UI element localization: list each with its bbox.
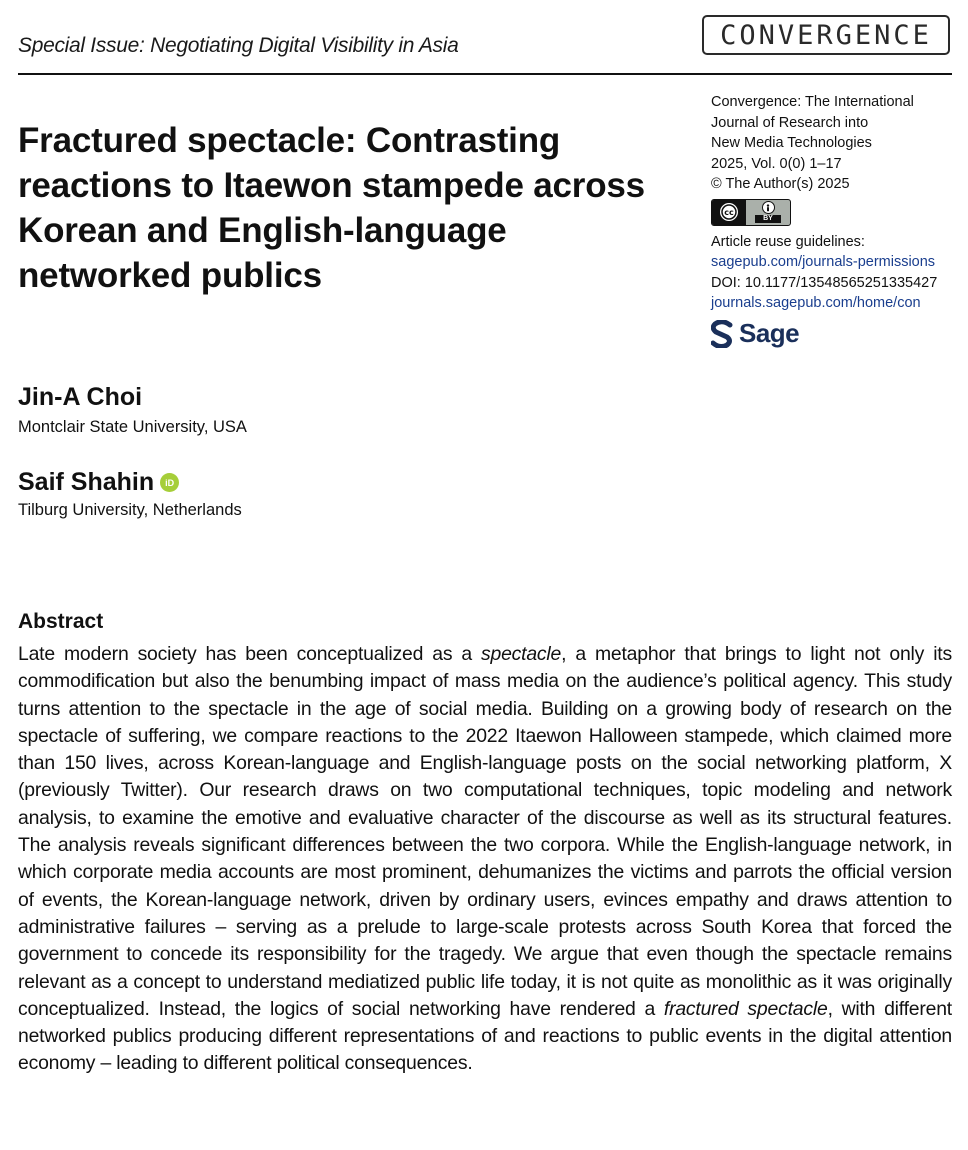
volume-info: 2025, Vol. 0(0) 1–17	[711, 155, 842, 172]
abstract-text	[18, 641, 952, 1078]
doi: DOI: 10.1177/13548565251335427	[711, 274, 938, 291]
abstract-text-part: Late modern society has been conceptualized as a	[18, 643, 481, 665]
header-divider	[18, 73, 952, 75]
journal-name-line1: Convergence: The International	[711, 94, 914, 110]
abstract-emphasis: fractured spectacle	[663, 997, 828, 1020]
attribution-person-icon	[762, 201, 775, 214]
journal-metadata	[711, 92, 961, 348]
abstract-heading: Abstract	[18, 610, 104, 633]
author-name	[18, 468, 179, 497]
journal-homepage-link[interactable]: journals.sagepub.com/home/con	[711, 295, 921, 311]
abstract-text-part: , a metaphor that brings to light not only its commodification but also the benumbing impact of mass media on the audience’s political agency. This study turns attention to the spectacle in the age of social media. Building on a growing body of research on the spectacle of suffering, we compare reactions to the 2022 Itaewon Halloween stampede, which claimed more than 150 lives, across Korean-language and English-language posts on the social networking platform, X (previously Twitter). Our research draws on two computational techniques, topic modeling and network analysis, to examine the emotive and evaluative character of the discourse as well as its structural features. The analysis reveals significant differences between the two corpora. While the English-language network, in which corporate media accounts are most prominent, dehumanizes the victims and parrots the official version of events, the Korean-language network, driven by ordinary users, evinces empathy and draws attention to administrative failures – serving as a prelude to large-scale protests across South Korea that forced the government to concede its responsibility for the tragedy. We argue that even though the spectacle remains relevant as a concept to understand mediatized public life today, it is not quite as monolithic as it was originally conceptualized. Instead, the logics of social networking have rendered a	[18, 643, 952, 1020]
journal-logo: CONVERGENCE	[702, 15, 950, 55]
cc-by-license-badge[interactable]	[711, 199, 791, 226]
author-affiliation: Montclair State University, USA	[18, 418, 247, 436]
copyright: © The Author(s) 2025	[711, 176, 850, 192]
journal-name-line3: New Media Technologies	[711, 135, 872, 151]
author-name-text: Jin-A Choi	[18, 383, 143, 411]
orcid-icon[interactable]: iD	[160, 473, 179, 492]
abstract-emphasis: spectacle	[480, 643, 562, 665]
license-by-label: BY	[755, 215, 781, 223]
reuse-guidelines-label: Article reuse guidelines:	[711, 233, 865, 250]
special-issue-label: Special Issue: Negotiating Digital Visibility in Asia	[18, 34, 459, 57]
author-name-text: Saif Shahin	[18, 468, 155, 496]
sage-s-icon	[711, 320, 733, 348]
creative-commons-icon	[712, 200, 746, 225]
publisher-name: Sage	[739, 318, 800, 349]
publisher-logo	[711, 320, 961, 348]
abstract-text-part: , with different networked publics producing different representations of and reactions to public events in the digital attention economy – leading to different political consequences.	[18, 997, 952, 1075]
svg-text:cc: cc	[724, 208, 734, 218]
journal-name-line2: Journal of Research into	[711, 114, 869, 131]
article-title: Fractured spectacle: Contrasting reactions to Itaewon stampede across Korean and English-language networked publics	[18, 121, 645, 295]
author-affiliation: Tilburg University, Netherlands	[18, 501, 242, 519]
author-name	[18, 383, 142, 412]
reuse-guidelines-link[interactable]: sagepub.com/journals-permissions	[711, 254, 936, 270]
